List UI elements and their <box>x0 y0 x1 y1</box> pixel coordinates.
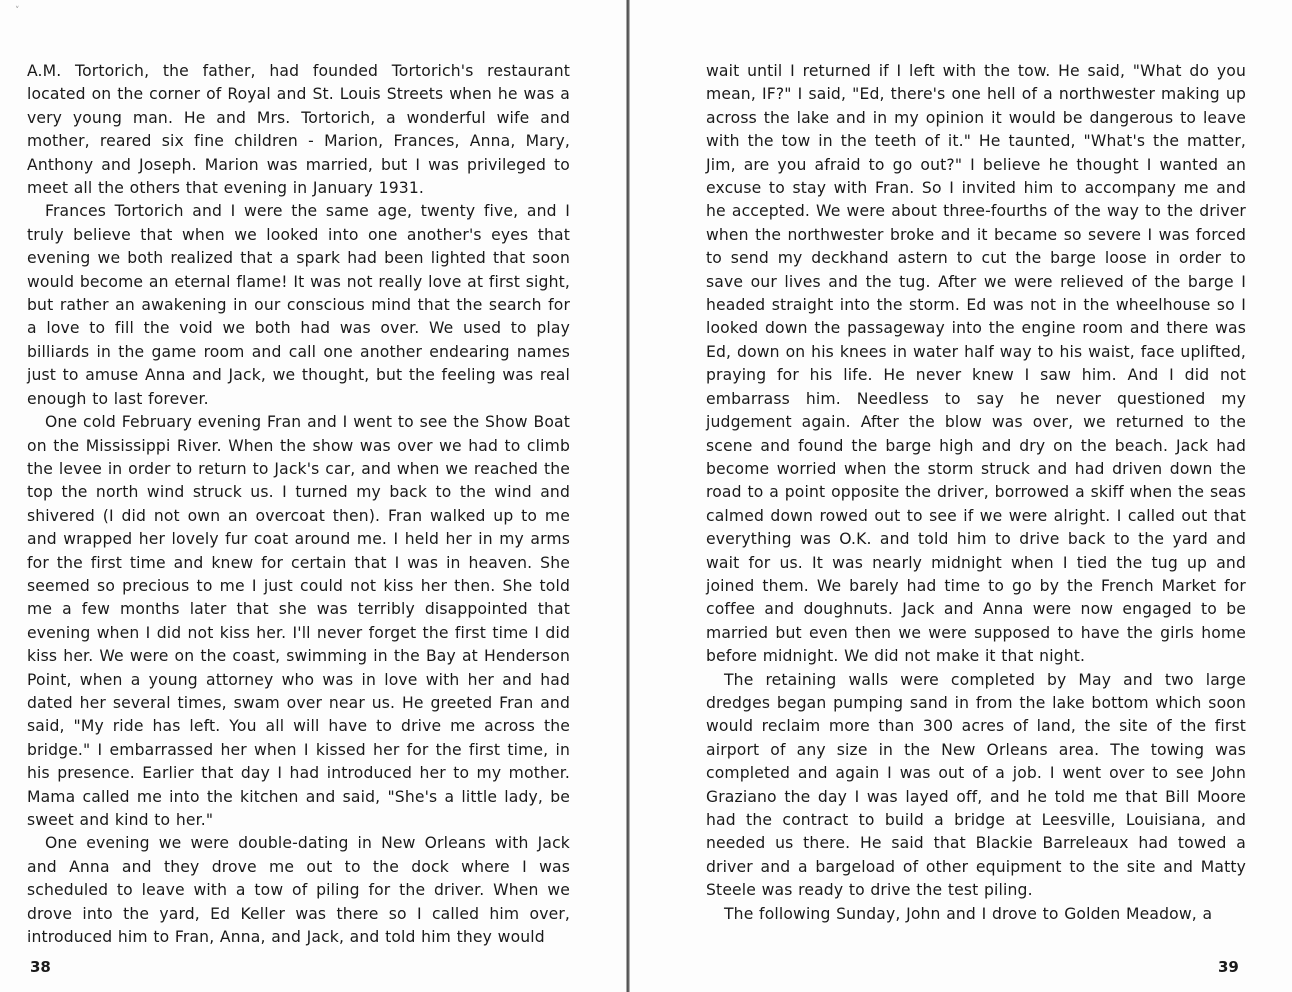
left-page-text <box>27 60 570 949</box>
right-page <box>630 0 1292 992</box>
paragraph: One cold February evening Fran and I went to see the Show Boat on the Mississippi River. When the show was over we had to climb the levee in order to return to Jack's car, and when we reached the top the north wind struck us. I turned my back to the wind and shivered (I did not own an overcoat then). Fran walked up to me and wrapped her lovely fur coat around me. I held her in my arms for the first time and knew for certain that I was in heaven. She seemed so precious to me I just could not kiss her then. She told me a few months later that she was terribly disappointed that evening when I did not kiss her. I'll never forget the first time I did kiss her. We were on the coast, swimming in the Bay at Henderson Point, when a young attorney who was in love with her and had dated her several times, swam over near us. He greeted Fran and said, "My ride has left. You all will have to drive me across the bridge." I embarrassed her when I kissed her for the first time, in his presence. Earlier that day I had introduced her to my mother. Mama called me into the kitchen and said, "She's a little lady, be sweet and kind to her." <box>27 413 570 829</box>
paragraph: The following Sunday, John and I drove to Golden Meadow, a <box>724 904 1213 923</box>
left-page <box>0 0 626 992</box>
paragraph: Frances Tortorich and I were the same age, twenty five, and I truly believe that when we looked into one another's eyes that evening we both realized that a spark had been lighted that soon would become an eternal flame! It was not really love at first sight, but rather an awakening in our conscious mind that the search for a love to fill the void we both had was over. We used to play billiards in the game room and call one another endearing names just to amuse Anna and Jack, we thought, but the feeling was real enough to last forever. <box>27 202 570 408</box>
paragraph: One evening we were double-dating in New Orleans with Jack and Anna and they drove me out to the dock where I was scheduled to leave with a tow of piling for the driver. When we drove into the yard, Ed Keller was there so I called him over, introduced him to Fran, Anna, and Jack, and told him they would <box>27 834 570 947</box>
paragraph: wait until I returned if I left with the tow. He said, "What do you mean, IF?" I said, "Ed, there's one hell of a northwester making up across the lake and in my opinion it would be dangerous to leave with the tow in the teeth of it." He taunted, "What's the matter, Jim, are you afraid to go out?" I believe he thought I wanted an excuse to stay with Fran. So I invited him to accompany me and he accepted. We were about three-fourths of the way to the driver when the northwester broke and it became so severe I was forced to send my deckhand astern to cut the barge loose in order to save our lives and the tug. After we were relieved of the barge I headed straight into the storm. Ed was not in the wheelhouse so I looked down the passageway into the engine room and there was Ed, down on his knees in water half way to his waist, face uplifted, praying for his life. He never knew I saw him. And I did not embarrass him. Needless to say he never questioned my judgement again. After the blow was over, we returned to the scene and found the barge high and dry on the beach. Jack had become worried when the storm struck and had driven down the road to a point opposite the driver, borrowed a skiff when the seas calmed down rowed out to see if we were alright. I called out that everything was O.K. and told him to drive back to the yard and wait for us. It was nearly midnight when I tied the tug up and joined them. We barely had time to go by the French Market for coffee and doughnuts. Jack and Anna were now engaged to be married but even then we were supposed to have the girls home before midnight. We did not make it that night. <box>706 62 1246 666</box>
right-page-text <box>706 60 1246 926</box>
paragraph: The retaining walls were completed by May and two large dredges began pumping sand in from the lake bottom which soon would reclaim more than 300 acres of land, the site of the first airport of any size in the New Orleans area. The towing was completed and again I was out of a job. I went over to see John Graziano the day I was layed off, and he told me that Bill Moore had the contract to build a bridge at Leesville, Louisiana, and needed us there. He said that Blackie Barreleaux had towed a driver and a bargeload of other equipment to the site and Matty Steele was ready to drive the test piling. <box>706 670 1246 900</box>
page-number: 39 <box>1218 958 1239 976</box>
paragraph: A.M. Tortorich, the father, had founded Tortorich's restaurant located on the corner of Royal and St. Louis Streets when he was a very young man. He and Mrs. Tortorich, a wonderful wife and mother, reared six fine children - Marion, Frances, Anna, Mary, Anthony and Joseph. Marion was married, but I was privileged to meet all the others that evening in January 1931. <box>27 62 570 198</box>
scan-mark: ˅ <box>15 6 20 16</box>
page-number: 38 <box>30 958 51 976</box>
